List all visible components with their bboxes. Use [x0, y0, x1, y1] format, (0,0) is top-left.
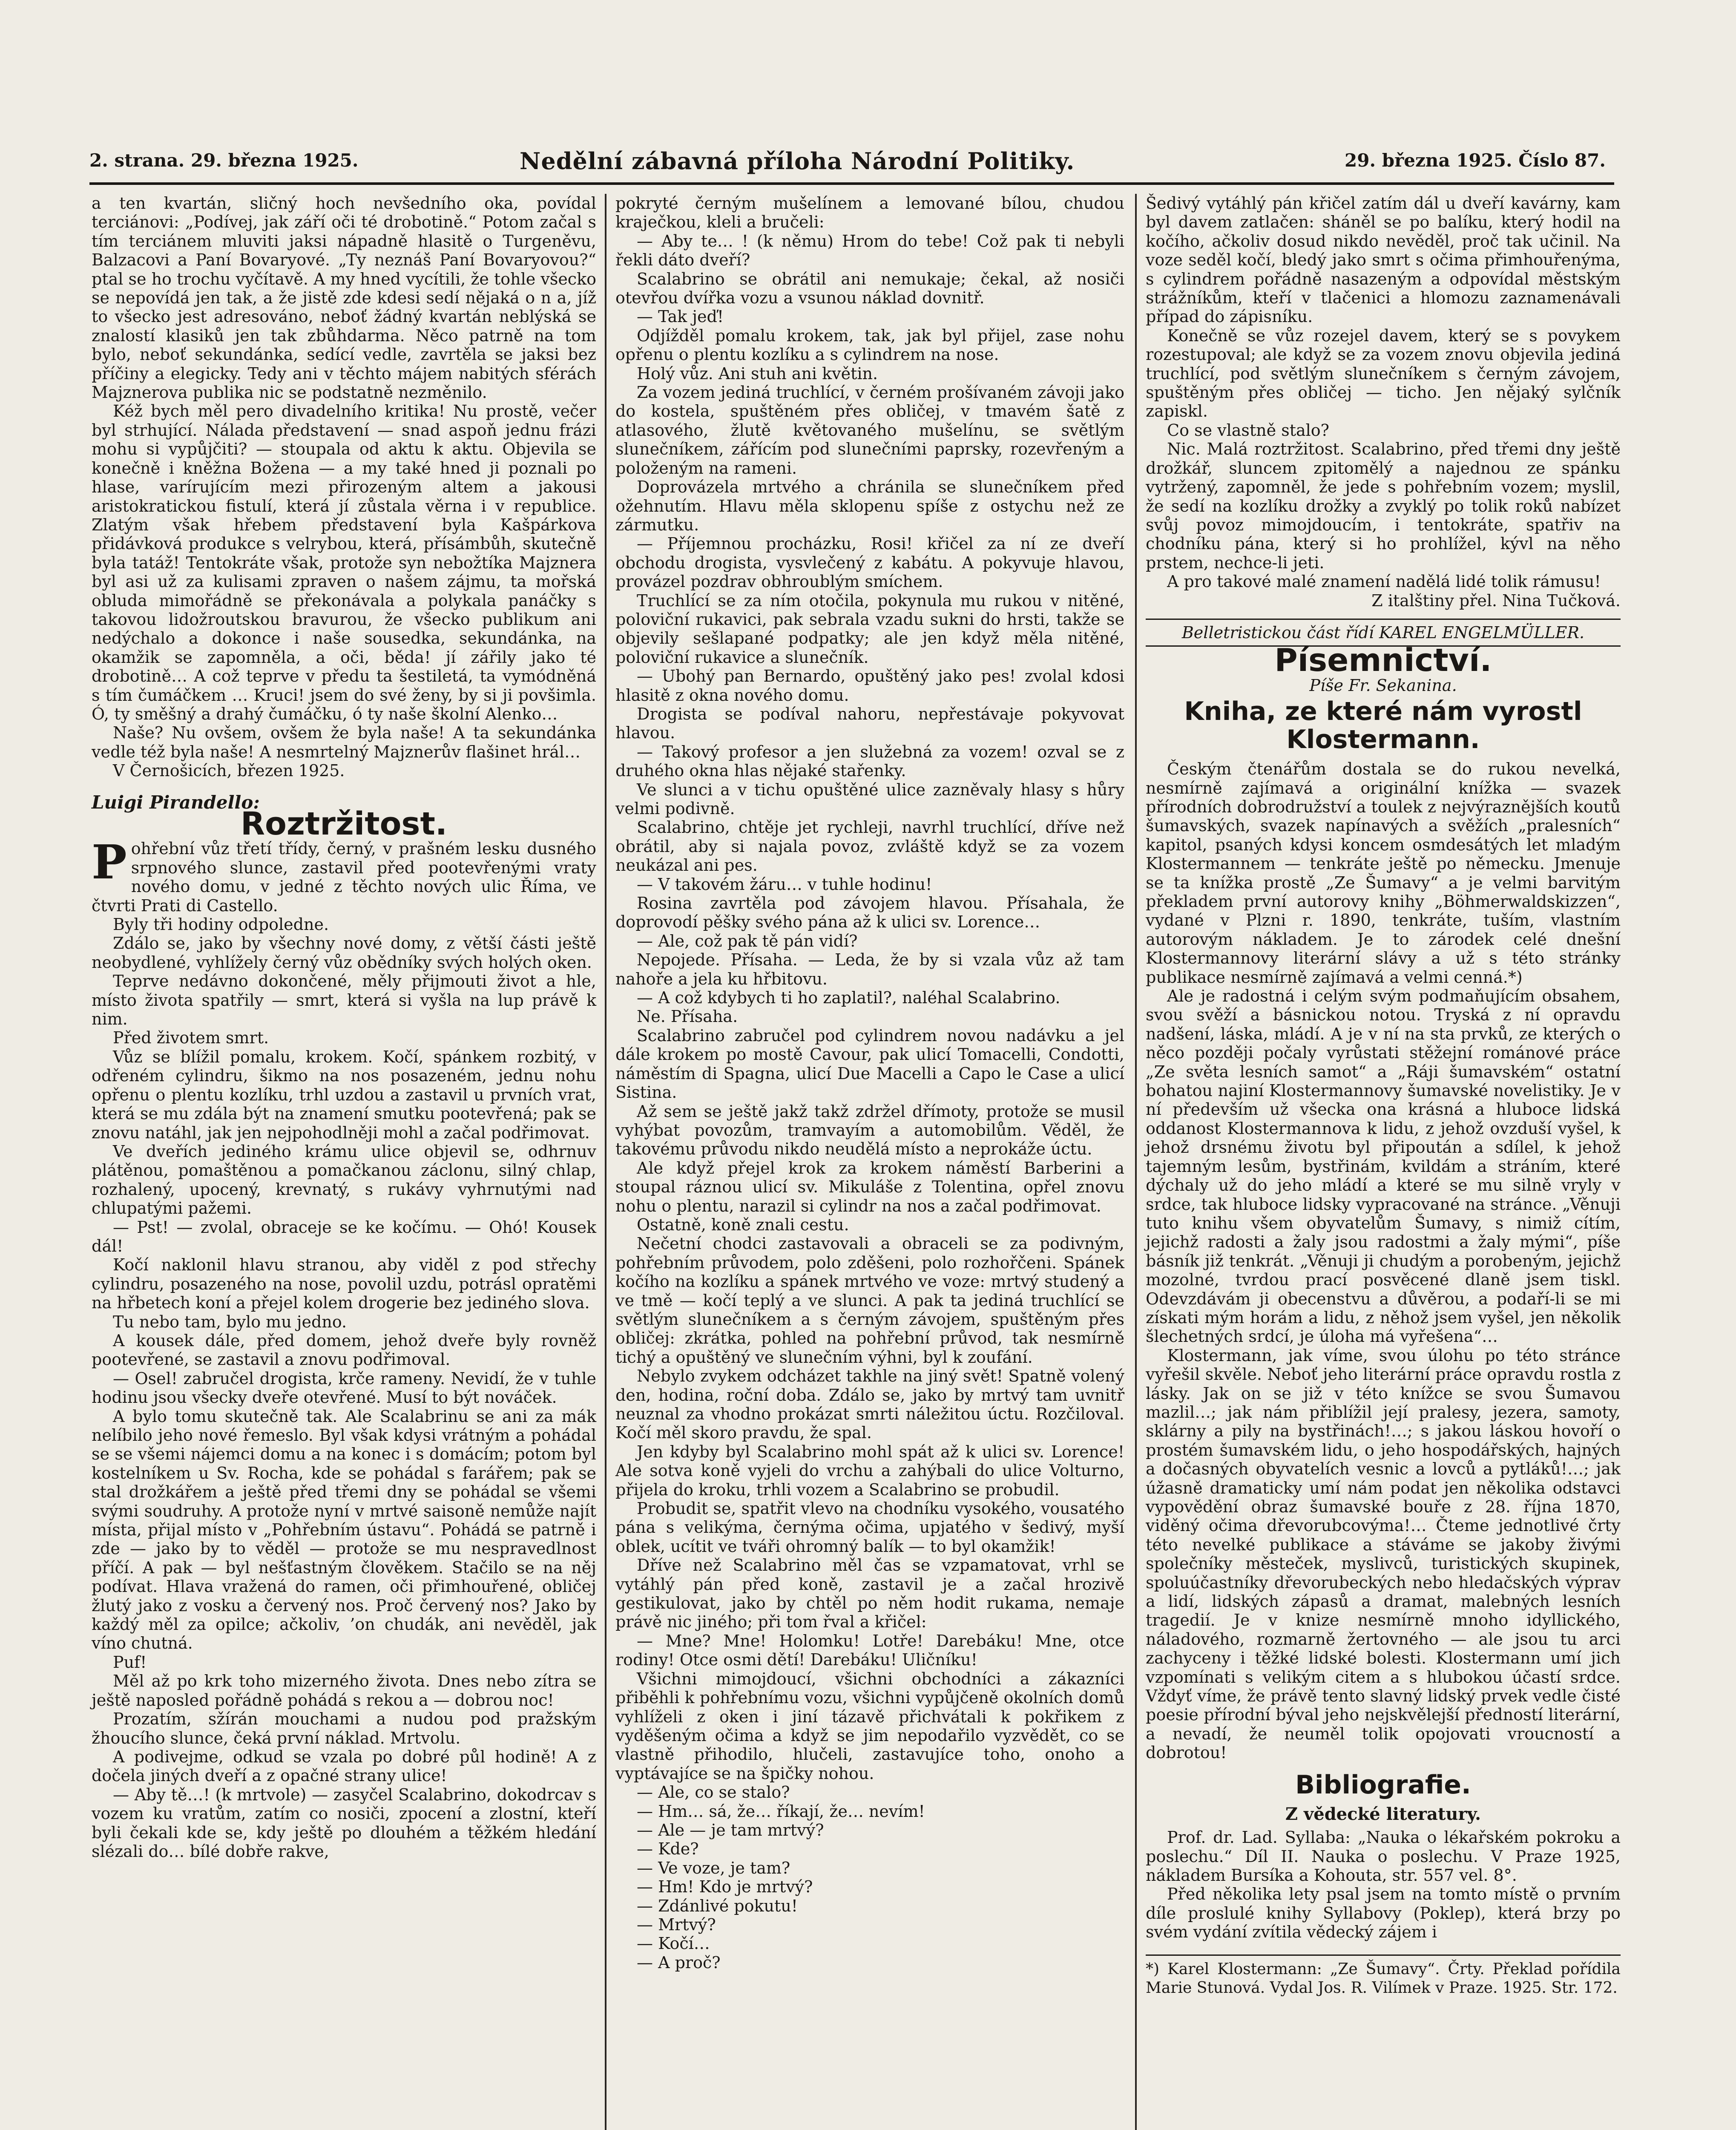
- paragraph: Holý vůz. Ani stuh ani květin.: [637, 364, 878, 383]
- article-title: Kniha, ze které nám vyrostl Klostermann.: [1184, 697, 1582, 755]
- paragraph: Kočí naklonil hlavu stranou, aby viděl z pod střechy cylindru, posazeného na nose, povolil uzdu, potrásl opratěmi na hřbetech koní a přejel kolem drogerie bez jediného slova.: [92, 1255, 596, 1313]
- paragraph: Ale je radostná i celým svým podmaňujícím obsahem, svou svěží a básnickou notou. Tryská z ní opravdu nadšení, láska, mládí. A je v ní na sta prvků, ze kterých o něco později počaly vyrůstati stěžejní románové práce „Ze světa lesních samot“ a „Ráji šumavském“ ostatní bohatou najiní Klostermannovy šumavské novelistiky. Je v ní především už všecka ona krásná a hluboce lidská oddanost Klostermannova k lidu, z jehož ovzduší vyšel, k jehož drsnému životu byl připoután a sdílel, k jehož tajemným lesům, bystřinám, kvildám a stráním, které dýchaly už do jeho mládí a které se mu silně vryly v srdce, tak hluboce lidsky vypracované na stránce. „Věnuji tuto knihu všem obyvatelům Šumavy, s nimiž cítím, jejichž radosti a žaly jsou radostmi a žaly mými“, píše básník již tenkrát. „Věnuji ji chudým a porobeným, jejichž mozolné, tvrdou prací posvěcené dlaně jsem tiskl. Odevzdávám ji obecenstvu a důvěrou, a podaří-li se mi získati mým horám a lidu, z něhož jsem vyšel, jen několik šlechetných srdcí, je úloha má vyřešena“…: [1146, 987, 1621, 1346]
- dateline: V Černošicích, březen 1925.: [113, 761, 345, 780]
- paragraph: — Aby tě…! (k mrtvole) — zasyčel Scalabrino, dokodrcav s vozem ku vratům, zatím co nosiči, zpocení a zlostní, kteří byli čekali kde se, kdy ještě po dlouhém a těžkém hledání slézali do… bílé dobře rakve,: [92, 1785, 596, 1861]
- paragraph: A podivejme, odkud se vzala po dobré půl hodině! A z dočela jiných dveří a z opačné strany ulice!: [92, 1747, 596, 1785]
- section-title: Písemnictví.: [1274, 642, 1492, 679]
- paragraph: Ve slunci a v tichu opuštěné ulice zazněvaly hlasy s hůry velmi podivně.: [615, 780, 1124, 818]
- paragraph: — Ale, co se stalo?: [637, 1783, 790, 1802]
- paragraph: — Ubohý pan Bernardo, opuštěný jako pes! zvolal kdosi hlasitě z okna nového domu.: [615, 667, 1124, 705]
- paragraph: — Příjemnou procházku, Rosi! křičel za ní ze dveří obchodu drogista, vysvlečený z kabátu. A pokyvuje hlavou, provázel pozdrav obhroublým smíchem.: [615, 534, 1124, 591]
- paragraph: Konečně se vůz rozejel davem, který se s povykem rozestupoval; ale když se za vozem znovu objevila jediná truchlící, pod světlým slunečníkem s černým závojem, spuštěným přes obličej — ticho. Jen nějaký sylčník zapiskl.: [1146, 326, 1621, 421]
- paragraph: Nebylo zvykem odcházet takhle na jiný svět! Spatně volený den, hodina, roční doba. Zdálo se, jako by mrtvý tam uvnitř neuznal za vhodno prokázat smrti náležitou úctu. Rozčiloval. Kočí měl skoro pravdu, že spal.: [615, 1367, 1124, 1442]
- paragraph: Za vozem jediná truchlící, v černém prošívaném závoji jako do kostela, spuštěném přes obličej, v tmavém šatě z atlasového, žlutě květovaného mušelínu, se světlým slunečníkem, zářícím pod slunečními paprsky, rozevřeným a položeným na rameni.: [615, 383, 1124, 478]
- paragraph: A kousek dále, před domem, jehož dveře byly rovněž pootevřené, se zastavil a znovu podřimoval.: [92, 1331, 596, 1369]
- paragraph: Jen kdyby byl Scalabrino mohl spát až k ulici sv. Lorence! Ale sotva koně vyjeli do vrchu a zahýbali do ulice Volturno, přijela do kroku, trhli vozem a Scalabrino se probudil.: [615, 1442, 1124, 1499]
- paragraph: — Takový profesor a jen služebná za vozem! ozval se z druhého okna hlas nějaké stařenky.: [615, 742, 1124, 780]
- paragraph: Klostermann, jak víme, svou úlohu po této stránce vyřešil skvěle. Neboť jeho literární práce opravdu rostla z lásky. Jak on se již v této knížce se svou Šumavou mazlil…; jak nám přiblížil její pralesy, jezera, samoty, sklárny a pily na bystřinách!…; s jakou láskou hovoří o prostém šumavském lidu, o jeho hospodářských, hajných a dočasných obyvatelích vesnic a lovců a pytláků!…; jak úžasně dramaticky umí nám podat jen několika odstavci vypovědění obraz šumavské bouře z 28. října 1870, viděný očima dřevorubcovýma!… Čteme jednotlivé črty této nevelké publikace a stáváme se jakoby živými společníky městeček, myslivců, turistických skupinek, spoluúčastníky dřevorubeckých nebo hledačských výprav a lidí, lidských zápasů a dramat, malebných lesních tragedií. Je v knize nesmírně mnoho idyllického, náladového, rozmarně žertovného — ale jsou tu arci zachyceny i těžké lidské bolesti. Klostermann umí jich vzpomínati s velikým citem a s hlubokou účastí srdce. Vždyť víme, že právě tento slavný lidský prvek vedle čisté poesie přírodní býval jeho nejskvělejší předností literární, a nevadí, že neuměl tolik opojovati vroucností a dobrotou!: [1146, 1346, 1621, 1762]
- paragraph: A bylo tomu skutečně tak. Ale Scalabrinu se ani za mák nelíbilo jeho nové řemeslo. Byl však kdysi vrátným a pohádal se se všemi nájemci domu a na konec i s domácím; potom byl kostelníkem u Sv. Rocha, kde se pohádal s farářem; pak se stal drožkářem a ještě před třemi dny se pohádal se všemi svými soudruhy. A protože nyní v mrtvé saisoně nemůže najít místa, přijal místo v „Pohřebním ústavu“. Pohádá se patrně i zde — jako by to věděl — protože se mu nespravedlnost příčí. A pak — byl nešťastným člověkem. Stačilo se na něj podívat. Hlava vražená do ramen, oči přimhouřené, obličej žlutý jako z vosku a červený nos. Proč červený nos? Jako by každý měl za opilce; ačkoliv, ’on chudák, ani nevěděl, jak víno chutná.: [92, 1407, 596, 1653]
- paragraph: — Ale, což pak tě pán vidí?: [637, 931, 858, 950]
- column-divider: [1135, 194, 1137, 2130]
- paragraph: — Zdánlivé pokutu!: [637, 1896, 798, 1915]
- paragraph: Drogista se podíval nahoru, nepřestávaje pokyvovat hlavou.: [615, 704, 1124, 743]
- paragraph: Truchlící se za ním otočila, pokynula mu rukou v nitěné, poloviční rukavici, pak sebrala vzadu sukni do hrsti, takže se objevily sešlapané podpatky; ale jen když měla nitěné, poloviční rukavice a slunečník.: [615, 591, 1124, 667]
- paragraph: Všichni mimojdoucí, všichni obchodníci a zákazníci přiběhli k pohřebnímu vozu, všichni vypůjčeně okolních domů vyhlíželi z oken i jiní tázavě přichvátali k pokřikem z vyděšeným očima a když se jim nepodařilo vyzvědět, co se vlastně přihodilo, hlučeli, zastavujíce toho, onoho a vyptávajíce se na špičky nohou.: [615, 1669, 1124, 1783]
- paragraph: Rosina zavrtěla pod závojem hlavou. Přísahala, že doprovodí pěšky svého pána až k ulici sv. Lorence…: [615, 894, 1124, 932]
- column-divider: [605, 194, 606, 2130]
- paragraph: Měl až po krk toho mizerného života. Dnes nebo zítra se ještě naposled pořádně pohádá s rekou a — dobrou noc!: [92, 1672, 596, 1710]
- paragraph: Zdálo se, jako by všechny nové domy, z větší části ještě neobydlené, vyhlížely černý vůz obědníky svých holých oken.: [92, 934, 596, 972]
- paragraph: Puf!: [113, 1652, 147, 1672]
- paragraph: Odjížděl pomalu krokem, tak, jak byl přijel, zase nohu opřenu o plentu kozlíku a s cylindrem na nose.: [615, 326, 1124, 364]
- paragraph: Šedivý vytáhlý pán křičel zatím dál u dveří kavárny, kam byl davem zatlačen: sháněl se po balíku, který hodil na kočího, ačkoliv dosud nikdo nevěděl, proč tak učinil. Na voze seděl kočí, bledý jako smrt s očima přimhouřenýma, s cylindrem pořádně nasazeným a odpovídal městským strážníkům, kteří v tlačenici a hlomozu zaznamenávali případ do zápisníku.: [1146, 194, 1621, 326]
- paragraph: Ne. Přísaha.: [637, 1007, 738, 1026]
- story-title: Roztržitost.: [241, 806, 447, 842]
- paragraph: Co se vlastně stalo?: [1167, 420, 1330, 440]
- paragraph: Ve dveřích jediného krámu ulice objevil se, odhrnuv plátěnou, pomaštěnou a pomačkanou záclonu, silný chlap, rozhalený, upocený, krevnatý, s rukávy vyhrnutými nad chlupatými pažemi.: [92, 1142, 596, 1218]
- story-opening: [92, 835, 596, 915]
- paragraph: Kéž bych měl pero divadelního kritika! Nu prostě, večer byl strhující. Nálada představení — snad aspoň jednu frázi mohu si vypůjčiti? — stoupala od aktu k aktu. Objevila se konečně i kněžna Božena — a my také hned ji poznali po hlase, varírujícím mezi přirozeným altem a jakousi aristokratickou fistulí, která jí zůstala věrna i v republice. Zlatým však hřebem představení byla Kašpárkova přidávková produkce s velrybou, která, přísámbůh, skutečně byla tatáž! Tentokráte však, protože syn nebožtíka Majznera byl asi už za kulisami zpraven o našem zájmu, ta mořská obluda mimořádně se překonávala a polykala panáčky s takovou lidožroutskou bravurou, že všecko publikum ani nedýchalo a dokonce i naše sousedka, sekundánka, na okamžik se zapomněla, a oči, běda! jí zářily jako té drobotině… A což teprve v předu ta šestiletá, ta vymódněná s tím čumáčkem … Kruci! jsem do své ženy, by si ji povšimla. Ó, ty směšný a drahý čumáčku, ó ty naše školní Alenko…: [92, 402, 596, 723]
- column-1: [92, 194, 596, 1861]
- paragraph: Tu nebo tam, bylo mu jedno.: [113, 1312, 347, 1331]
- paragraph: Dříve než Scalabrino měl čas se vzpamatovat, vrhl se vytáhlý pán před koně, zastavil je a začal hrozivě gestikulovat, jako by chtěl po něm hodit rukama, nemaje právě nic jiného; při tom řval a křičel:: [615, 1556, 1124, 1632]
- translator-credit: Z italštiny přel. Nina Tučková.: [1371, 591, 1621, 610]
- column-3: [1146, 194, 1621, 1998]
- paragraph: — Osel! zabručel drogista, krče rameny. Nevidí, že v tuhle hodinu jsou všecky dveře otevřené. Musí to být nováček.: [92, 1369, 596, 1407]
- paragraph: Ale když přejel krok za krokem náměstí Barberini a stoupal ráznou ulicí sv. Mikuláše z Tolentina, opřel znovu nohu o plentu, narazil si cylindr na nos a začal podřimovat.: [615, 1158, 1124, 1215]
- header-left: 2. strana. 29. března 1925.: [89, 150, 359, 171]
- paragraph: Před životem smrt.: [113, 1028, 269, 1048]
- paragraph: Teprve nedávno dokončené, měly přijmouti život a hle, místo života spatřily — smrt, která si vyšla na lup právě k nim.: [92, 972, 596, 1029]
- paragraph: ohřební vůz třetí třídy, černý, v prašném lesku dusného srpnového slunce, zastavil před pootevřenými vraty nového domu, v jedné z těchto nových ulic Říma, ve čtvrti Prati di Castello.: [92, 839, 596, 915]
- bibliography-title: Bibliografie.: [1295, 1770, 1471, 1800]
- paragraph: — Mrtvý?: [637, 1915, 716, 1934]
- drop-cap: P: [92, 835, 127, 890]
- paragraph: — Mne? Mne! Holomku! Lotře! Darebáku! Mne, otce rodiny! Otce osmi dětí! Darebáku! Uličníku!: [615, 1631, 1124, 1669]
- header-right: 29. března 1925. Číslo 87.: [1345, 150, 1606, 171]
- paragraph: Prozatím, sžírán mouchami a nudou pod pražským žhoucího slunce, čeká první náklad. Mrtvolu.: [92, 1710, 596, 1747]
- footnote: *) Karel Klostermann: „Ze Šumavy“. Črty. Překlad pořídila Marie Stunová. Vydal Jos. R. Vilímek v Praze. 1925. Str. 172.: [1146, 1954, 1621, 1998]
- paragraph: Prof. dr. Lad. Syllaba: „Nauka o lékařském pokroku a poslechu.“ Díl II. Nauka o poslechu. V Praze 1925, nákladem Bursíka a Kohouta, str. 557 vel. 8°.: [1146, 1828, 1621, 1885]
- paragraph: — Hm… sá, že… říkají, že… nevím!: [637, 1802, 925, 1821]
- author-byline: Luigi Pirandello:: [92, 792, 260, 813]
- paragraph: A pro takové malé znamení nadělá lidé tolik rámusu!: [1167, 572, 1601, 591]
- paragraph: Vůz se blížil pomalu, krokem. Kočí, spánkem rozbitý, v odřeném cylindru, šikmo na nos posazeném, jednu nohu opřenu o plentu kozlíku, trhl uzdou a zastavil u prvních vrat, která se mu zdála být na znamení smutku pootevřená; pak se znovu natáhl, jak jen nejpohodlněji mohl a začal podřimovat.: [92, 1047, 596, 1142]
- paragraph: — Tak jeď!: [637, 307, 724, 326]
- page-header: [89, 147, 1606, 180]
- paragraph: Nic. Malá roztržitost. Scalabrino, před třemi dny ještě drožkář, sluncem zpitomělý a najednou ze spánku vytržený, zapomněl, že jede s pohřebním vozem; myslil, že sedí na kozlíku drožky a zvyklý po tolik roků nabízet svůj povoz mimojdoucím, i tentokráte, spatřiv na chodníku pána, který si ho prohlížel, kývl na něho prstem, nechce-li jeti.: [1146, 440, 1621, 572]
- paragraph: — Hm! Kdo je mrtvý?: [637, 1877, 813, 1897]
- column-2: [615, 194, 1124, 1972]
- paragraph: Až sem se ještě jakž takž zdržel dřímoty, protože se musil vyhýbat povozům, tramvayím a automobilům. Věděl, že takovému průvodu nikdo neudělá místo a neprokáže úctu.: [615, 1102, 1124, 1159]
- paragraph: a ten kvartán, sličný hoch nevšedního oka, povídal terciánovi: „Podívej, jak září oči té drobotině.“ Potom začal s tím terciánem mluviti jaksi nápadně hlasitě o Turgeněvu, Balzacovi a Paní Bovaryové. „Ty neznáš Paní Bovaryovou?“ ptal se ho trochu vyčítavě. A my hned vycítili, že tohle všecko se nepovídá jen tak, a že jistě zde kdesi sedí nějaká o n a, jíž to všecko jest adresováno, neboť žádný kvartán neblýská se znalostí klasiků jen tak zbůhdarma. Něco patrně na tom bylo, neboť sekundánka, sedící vedle, zavrtěla se jaksi bez příčiny a elegicky. Tedy ani v těchto májem nabitých sférách Majznerova publika nic se podstatně nezměnilo.: [92, 194, 596, 402]
- paragraph: Doprovázela mrtvého a chránila se slunečníkem před ožehnutím. Hlavu měla sklopenu spíše z ostychu než ze zármutku.: [615, 478, 1124, 534]
- header-rule: [89, 182, 1614, 185]
- paragraph: — Kočí…: [637, 1934, 710, 1953]
- paragraph: Byly tři hodiny odpoledne.: [113, 915, 329, 934]
- header-title: Nedělní zábavná příloha Národní Politiky.: [520, 147, 1075, 175]
- paragraph: — Aby te… ! (k němu) Hrom do tebe! Což pak ti nebyli řekli dáto dveří?: [615, 231, 1124, 270]
- paragraph: Probudit se, spatřit vlevo na chodníku vysokého, vousatého pána s velikýma, černýma očima, upjatého v šedivý, myší oblek, ucítit ve tváři ohromný balík — to byl okamžik!: [615, 1499, 1124, 1556]
- paragraph: Scalabrino se obrátil ani nemukaje; čekal, až nosiči otevřou dvířka vozu a vsunou náklad dovnitř.: [615, 269, 1124, 308]
- section-author: Píše Fr. Sekanina.: [1309, 676, 1457, 695]
- paragraph: — A proč?: [637, 1953, 721, 1972]
- paragraph: — Kde?: [637, 1839, 699, 1859]
- paragraph: pokryté černým mušelínem a lemované bílou, chudou kraječkou, kleli a bručeli:: [615, 194, 1124, 232]
- paragraph: — Ve voze, je tam?: [637, 1858, 790, 1877]
- paragraph: Scalabrino, chtěje jet rychleji, navrhl truchlící, dříve než obrátil, aby si najala povoz, zvláště když se za vozem neukázal ani pes.: [615, 818, 1124, 875]
- paragraph: Českým čtenářům dostala se do rukou nevelká, nesmírně zajímavá a originální knížka — svazek přírodních dobrodružství a toulek z nejvýraznějších koutů šumavských, svazek napínavých a svěžích „pralesních“ kapitol, psaných kdysi koncem osmdesátých let mladým Klostermannem — tenkráte ještě po německu. Jmenuje se ta knížka prostě „Ze Šumavy“ a je velmi barvitým překladem první autorovy knihy „Böhmerwaldskizzen“, vydané v Plzni r. 1890, tenkráte, tuším, vlastním autorovým nákladem. Je to zárodek celé dnešní Klostermannovy literární slávy a už s této stránky publikace nesmírně zajímavá a velmi cenná.*): [1146, 760, 1621, 987]
- paragraph: Před několika lety psal jsem na tomto místě o prvním díle proslulé knihy Syllabovy (Poklep), která brzy po svém vydání zvítila vědecký zájem i: [1146, 1885, 1621, 1942]
- paragraph: — Ale — je tam mrtvý?: [637, 1820, 824, 1839]
- editor-note: Belletristickou část řídí KAREL ENGELMÜLLER.: [1146, 619, 1621, 647]
- paragraph: Scalabrino zabručel pod cylindrem novou nadávku a jel dále krokem po mostě Cavour, pak ulicí Tomacelli, Condotti, náměstím di Spagna, ulicí Due Macelli a Capo le Case a ulicí Sistina.: [615, 1026, 1124, 1102]
- paragraph: — V takovém žáru… v tuhle hodinu!: [637, 875, 932, 894]
- paragraph: — Pst! — zvolal, obraceje se ke kočímu. — Ohó! Kousek dál!: [92, 1218, 596, 1255]
- paragraph: Naše? Nu ovšem, ovšem že byla naše! A ta sekundánka vedle též byla naše! A nesmrtelný Majznerův flašinet hrál…: [92, 723, 596, 761]
- paragraph: Ostatně, koně znali cestu.: [637, 1215, 849, 1234]
- paragraph: — A což kdybych ti ho zaplatil?, naléhal Scalabrino.: [637, 988, 1061, 1007]
- paragraph: Nečetní chodci zastavovali a obraceli se za podivným, pohřebním průvodem, polo zděšeni, polo rozhořčeni. Spánek kočího na kozlíku a spánek mrtvého ve voze: mrtvý studený a ve tmě — kočí teplý a ve slunci. A pak ta jediná truchlící se světlým slunečníkem a s černým závojem, spuštěným přes obličej: zkrátka, pohled na pohřební průvod, tak nesmírně tichý a opuštěný ve slunečním výhni, byl k zoufání.: [615, 1234, 1124, 1367]
- paragraph: Nepojede. Přísaha. — Leda, že by si vzala vůz až tam nahoře a jela ku hřbitovu.: [615, 950, 1124, 988]
- bibliography-subtitle: Z vědecké literatury.: [1285, 1804, 1481, 1824]
